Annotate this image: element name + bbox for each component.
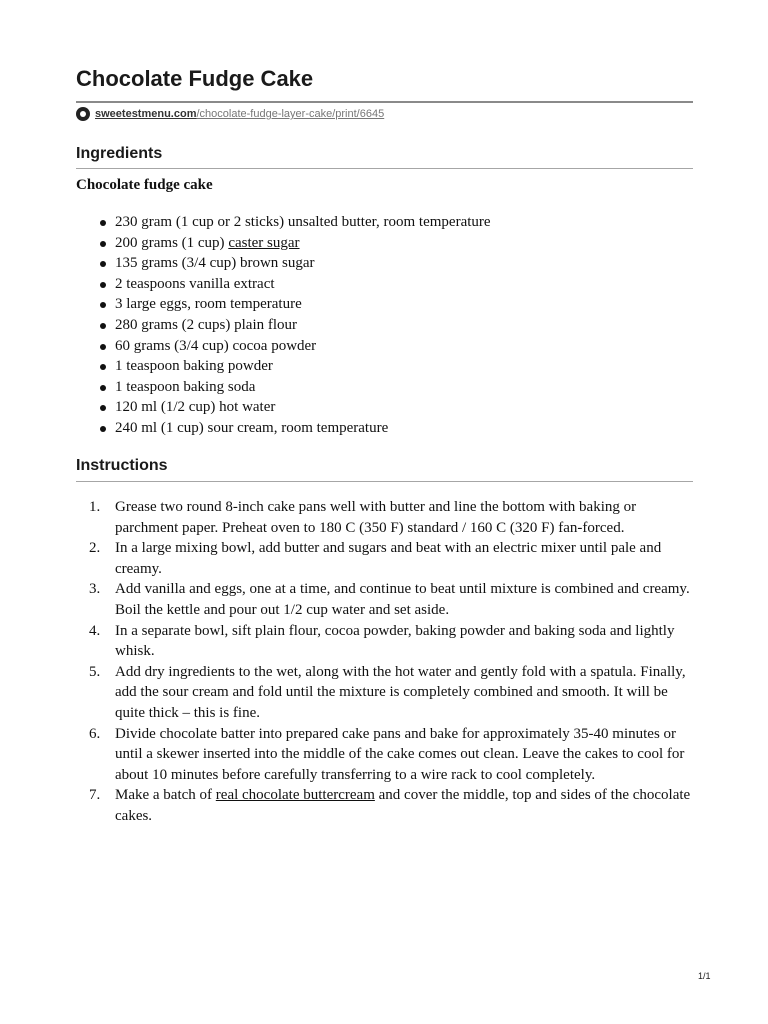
ingredient-item: 60 grams (3/4 cup) cocoa powder [76,336,693,357]
instruction-step [76,621,693,662]
instructions-list [76,497,693,827]
step-text: In a large mixing bowl, add butter and sugars and beat with an electric mixer until pale and creamy. [115,540,662,577]
ingredients-subheading: Chocolate fudge cake [76,177,213,193]
instruction-step [76,785,693,826]
ingredient-item: 280 grams (2 cups) plain flour [76,315,693,336]
step-number: 6. [89,725,101,742]
step-text: and cover the middle, top and sides of the chocolate cakes. [115,787,691,824]
step-number: 7. [89,787,101,804]
source-link[interactable] [76,106,384,122]
instruction-step [76,662,693,724]
ingredient-item: 230 gram (1 cup or 2 sticks) unsalted butter, room temperature [76,212,693,233]
ingredient-item: 240 ml (1 cup) sour cream, room temperature [76,418,693,439]
title-divider [76,101,693,103]
step-text: Make a batch of [115,787,216,804]
ingredient-item: 1 teaspoon baking soda [76,377,693,398]
ingredient-item: 2 teaspoons vanilla extract [76,274,693,295]
ingredient-text: 200 grams (1 cup) [115,234,229,251]
ingredient-item: 120 ml (1/2 cup) hot water [76,397,693,418]
ingredient-item: 3 large eggs, room temperature [76,294,693,315]
page-title: Chocolate Fudge Cake [76,66,314,91]
site-favicon-icon [76,107,90,121]
caster-sugar-link[interactable]: caster sugar [228,234,300,251]
ingredients-list [76,212,693,439]
source-domain[interactable]: sweetestmenu.com [95,108,197,120]
instruction-step [76,579,693,620]
page-number: 1/1 [698,971,711,981]
step-number: 4. [89,622,101,639]
ingredient-item [76,233,693,254]
step-text: Grease two round 8-inch cake pans well with butter and line the bottom with baking or parchment paper. Preheat oven to 180 C (350 F) standard / 160 C (320 F) fan-forced. [115,499,637,536]
step-number: 3. [89,581,101,598]
source-path[interactable]: /chocolate-fudge-layer-cake/print/6645 [196,108,385,120]
instructions-heading: Instructions [76,457,168,474]
step-number: 5. [89,663,101,680]
instructions-divider [76,481,693,482]
step-number: 2. [89,540,101,557]
ingredient-item: 1 teaspoon baking powder [76,356,693,377]
step-text: In a separate bowl, sift plain flour, cocoa powder, baking powder and baking soda and lightly whisk. [115,622,675,660]
instruction-step [76,724,693,786]
instruction-step [76,497,693,538]
step-text: Add dry ingredients to the wet, along with the hot water and gently fold with a spatula. Finally, add the sour cream and fold until the mixture is completely combined and smooth. It will be quite thick – this is fine. [115,663,686,721]
instruction-step [76,538,693,579]
ingredient-item: 135 grams (3/4 cup) brown sugar [76,253,693,274]
step-text: Divide chocolate batter into prepared cake pans and bake for approximately 35-40 minutes or until a skewer inserted into the middle of the cake comes out clean. Leave the cakes to cool for about 10 minutes before carefully transferring to a wire rack to cool completely. [115,725,685,783]
step-number: 1. [89,499,101,515]
step-text: Add vanilla and eggs, one at a time, and continue to beat until mixture is combined and creamy. Boil the kettle and pour out 1/2 cup water and set aside. [115,581,690,618]
ingredients-divider [76,168,693,169]
buttercream-link[interactable]: real chocolate buttercream [215,787,375,804]
ingredients-heading: Ingredients [76,145,163,162]
